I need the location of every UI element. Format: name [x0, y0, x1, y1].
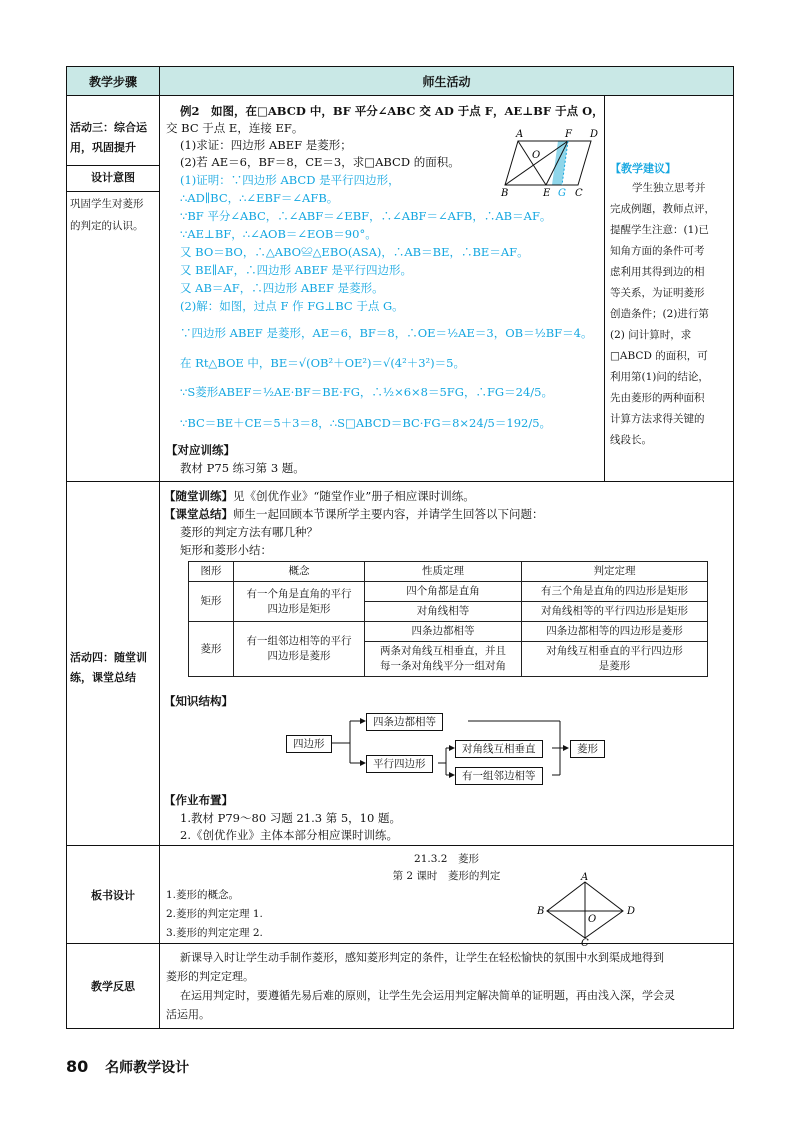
practice-text: 教材 P75 练习第 3 题。 — [180, 461, 305, 475]
rect-judge2: 对角线相等的平行四边形是矩形 — [522, 602, 708, 622]
header-activities: 师生活动 — [159, 66, 734, 96]
rhombus-label-c: C — [581, 938, 589, 946]
act3-label: 活动三：综合运 用，巩固提升 — [70, 121, 147, 154]
label-a: A — [516, 129, 524, 140]
solution-line: ∵BF 平分∠ABC，∴∠ABF＝∠EBF，∴∠ABF＝∠AFB，∴AB＝AF。 — [180, 209, 552, 223]
rect-concept: 有一个角是直角的平行 四边形是矩形 — [234, 582, 365, 622]
design-intent-title: 设计意图 — [91, 171, 135, 184]
board-title: 21.3.2 菱形 — [414, 853, 479, 865]
solution-line: 又 BE∥AF，∴四边形 ABEF 是平行四边形。 — [180, 263, 413, 277]
node-four-sides-equal: 四条边都相等 — [366, 713, 443, 731]
summary-table — [188, 561, 708, 677]
example-problem-line-2: 交 BC 于点 E，连接 EF。 — [166, 121, 304, 135]
act3-divider — [66, 165, 160, 166]
rhombus-label-o: O — [588, 914, 597, 925]
table-row-rect: 矩形 — [189, 582, 234, 622]
label-c: C — [575, 188, 583, 198]
solution-line: 又 AB＝AF，∴四边形 ABEF 是菱形。 — [180, 281, 384, 295]
page-number: 80 — [66, 1057, 89, 1076]
summary-question-2: 矩形和菱形小结： — [180, 543, 272, 557]
knowledge-title: 【知识结构】 — [164, 694, 233, 708]
example-problem-q1: (1)求证：四边形 ABEF 是菱形； — [180, 138, 352, 152]
label-g: G — [558, 188, 566, 198]
rhombus-label-b: B — [537, 906, 545, 917]
solution-line: ∵AE⊥BF，∴∠AOB＝∠EOB＝90°。 — [180, 227, 377, 241]
rhom-concept: 有一组邻边相等的平行 四边形是菱形 — [234, 622, 365, 677]
summary-line: 【课堂总结】师生一起回顾本节课所学主要内容，并请学生回答以下问题： — [164, 507, 544, 521]
rhom-prop2: 两条对角线互相垂直，并且 每一条对角线平分一组对角 — [365, 642, 522, 677]
parallelogram-figure — [498, 126, 600, 198]
solution-line: ∵四边形 ABEF 是菱形，AE＝6，BF＝8，∴OE＝½AE＝3，OB＝½BF＝4。 — [180, 326, 593, 340]
label-f: F — [565, 129, 572, 140]
rect-judge1: 有三个角是直角的四边形是矩形 — [522, 582, 708, 602]
label-o: O — [532, 150, 541, 161]
design-intent-text: 巩固学生对菱形 的判定的认识。 — [70, 198, 144, 232]
board-items: 1.菱形的概念。 2.菱形的判定定理 1. 3.菱形的判定定理 2. — [166, 889, 263, 939]
page-footer — [66, 1057, 189, 1077]
act3-divider-2 — [66, 191, 160, 192]
table-row-rhombus: 菱形 — [189, 622, 234, 677]
solution-line: ∵BC＝BE＋CE＝5＋3＝8，∴S□ABCD＝BC·FG＝8×24/5＝192/5。 — [180, 416, 552, 430]
reflection-text: 新课导入时让学生动手制作菱形，感知菱形判定的条件，让学生在轻松愉快的氛围中水到渠成地得到 菱形的判定定理。 在运用判定时，要遵循先易后难的原则，让学生先会运用判定解决简单的证明题，再由浅入深，学会灵 活运用。 — [166, 951, 675, 1021]
rhombus-figure — [535, 870, 640, 946]
rect-prop2: 对角线相等 — [365, 602, 522, 622]
table-header: 概念 — [234, 562, 365, 582]
node-rhombus: 菱形 — [570, 740, 605, 758]
drill-line: 【随堂训练】见《创优作业》“随堂作业”册子相应课时训练。 — [164, 489, 475, 503]
solution-line: ∴AD∥BC，∴∠EBF＝∠AFB。 — [180, 191, 339, 205]
header-steps: 教学步骤 — [66, 66, 160, 96]
rect-prop1: 四个角都是直角 — [365, 582, 522, 602]
parallelogram-abcd — [505, 141, 591, 185]
solution-line: ∵S菱形ABEF＝½AE·BF＝BE·FG，∴½×6×8＝5FG，∴FG＝24/5。 — [180, 385, 553, 399]
node-adjacent-sides-equal: 有一组邻边相等 — [455, 767, 543, 785]
rhombus-label-d: D — [627, 906, 636, 917]
book-title: 名师教学设计 — [105, 1060, 190, 1076]
board-subtitle: 第 2 课时 菱形的判定 — [392, 870, 501, 882]
table-header: 图形 — [189, 562, 234, 582]
practice-title: 【对应训练】 — [166, 443, 235, 457]
node-parallelogram: 平行四边形 — [366, 755, 433, 773]
highlight-area — [552, 141, 568, 185]
example-problem-q2: (2)若 AE＝6，BF＝8，CE＝3，求□ABCD 的面积。 — [180, 155, 460, 169]
label-b: B — [501, 188, 509, 198]
summary-question-1: 菱形的判定方法有哪几种？ — [180, 525, 318, 539]
suggestion-text: 学生独立思考并 完成例题，教师点评， 提醒学生注意：(1)已 知角方面的条件可考 虑利用其得到边的相 等关系，为证明菱形 创造条件；(2)进行第 (2) 问计算时，求 □ABCD 的面积，可 利用第(1)问的结论， 先由菱形的两种面积 计算方法求得关键的 线段长。 — [610, 182, 715, 446]
solution-line: 在 Rt△BOE 中，BE＝√(OB²＋OE²)＝√(4²＋3²)＝5。 — [180, 356, 465, 370]
table-header: 性质定理 — [365, 562, 522, 582]
solution-line: 又 BO＝BO，∴△ABO≌△EBO(ASA)，∴AB＝BE，∴BE＝AF。 — [180, 245, 529, 259]
homework-title: 【作业布置】 — [164, 793, 233, 807]
homework-item-2: 2.《创优作业》主体本部分相应课时训练。 — [180, 828, 398, 842]
label-d: D — [590, 129, 599, 140]
board-label: 板书设计 — [91, 889, 135, 902]
act4-label: 活动四：随堂训 练，课堂总结 — [70, 651, 147, 684]
label-e: E — [543, 188, 551, 198]
reflection-label: 教学反思 — [91, 980, 135, 993]
solution-line: (1)证明：∵四边形 ABCD 是平行四边形， — [180, 173, 400, 187]
suggestion-title: 【教学建议】 — [610, 162, 676, 175]
solution-line: (2)解：如图，过点 F 作 FG⊥BC 于点 G。 — [180, 299, 404, 313]
rhom-judge1: 四条边都相等的四边形是菱形 — [522, 622, 708, 642]
rhombus-label-a: A — [581, 872, 589, 883]
table-header: 判定定理 — [522, 562, 708, 582]
node-diagonals-perpendicular: 对角线互相垂直 — [455, 740, 543, 758]
homework-item-1: 1.教材 P79～80 习题 21.3 第 5，10 题。 — [180, 811, 401, 825]
rhom-judge2: 对角线互相垂直的平行四边形 是菱形 — [522, 642, 708, 677]
rhom-prop1: 四条边都相等 — [365, 622, 522, 642]
node-quadrilateral: 四边形 — [286, 735, 332, 753]
example-problem-line-1: 例2 如图，在□ABCD 中，BF 平分∠ABC 交 AD 于点 F，AE⊥BF 于点 O， — [180, 104, 604, 118]
